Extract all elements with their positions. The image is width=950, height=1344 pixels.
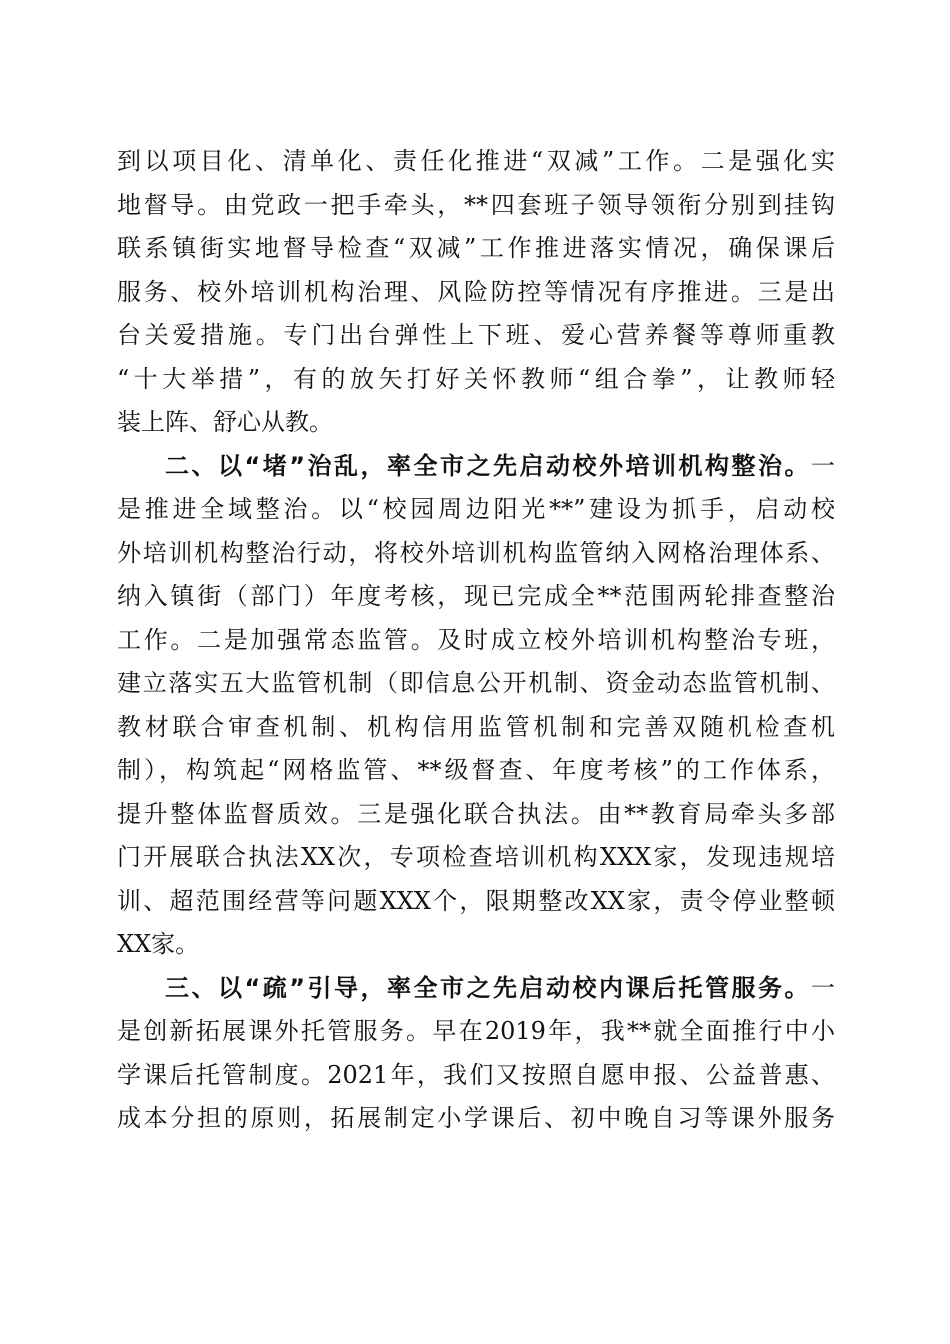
text-line: 外培训机构整治行动，将校外培训机构监管纳入网格治理体系、	[117, 538, 835, 567]
text-fragment: 一	[811, 451, 835, 480]
text-line: 地督导。由党政一把手牵头，**四套班子领导领衔分别到挂钩	[117, 190, 835, 219]
text-line: 提升整体监督质效。三是强化联合执法。由**教育局牵头多部	[117, 799, 835, 828]
text-line: 训、超范围经营等问题XXX个，限期整改XX家，责令停业整顿	[117, 886, 835, 915]
text-line: 装上阵、舒心从教。	[117, 408, 333, 436]
text-line: 台关爱措施。专门出台弹性上下班、爱心营养餐等尊师重教	[117, 321, 835, 349]
text-line: XX家。	[117, 930, 200, 958]
document-body	[117, 140, 835, 1141]
text-line: 学课后托管制度。2021年，我们又按照自愿申报、公益普惠、	[117, 1060, 835, 1089]
section-heading-line	[117, 967, 835, 1011]
text-line: 建立落实五大监管机制（即信息公开机制、资金动态监管机制、	[117, 669, 835, 697]
text-line: 教材联合审查机制、机构信用监管机制和完善双随机检查机	[117, 712, 835, 741]
text-line: 制），构筑起“网格监管、**级督查、年度考核”的工作体系，	[117, 756, 835, 784]
text-line: 联系镇街实地督导检查“双减”工作推进落实情况，确保课后	[117, 234, 835, 262]
section-heading-line	[117, 445, 835, 489]
text-line: “十大举措”，有的放矢打好关怀教师“组合拳”，让教师轻	[117, 364, 835, 393]
text-line: 到以项目化、清单化、责任化推进“双减”工作。二是强化实	[117, 147, 835, 175]
paragraph-1	[117, 140, 835, 445]
text-line: 服务、校外培训机构治理、风险防控等情况有序推进。三是出	[117, 277, 835, 306]
text-line: 纳入镇街（部门）年度考核，现已完成全**范围两轮排查整治	[117, 582, 835, 610]
text-line: 成本分担的原则，拓展制定小学课后、初中晚自习等课外服务	[117, 1104, 835, 1132]
text-fragment: 一	[811, 973, 835, 1002]
text-line: 工作。二是加强常态监管。及时成立校外培训机构整治专班，	[117, 625, 835, 654]
section-3-heading: 三、以“疏”引导，率全市之先启动校内课后托管服务。	[165, 973, 811, 1002]
section-3	[117, 967, 835, 1141]
section-2-heading: 二、以“堵”治乱，率全市之先启动校外培训机构整治。	[165, 451, 811, 480]
section-2	[117, 445, 835, 967]
text-line: 门开展联合执法XX次，专项检查培训机构XXX家，发现违规培	[117, 843, 835, 871]
text-line: 是推进全域整治。以“校园周边阳光**”建设为抓手，启动校	[117, 495, 835, 523]
text-line: 是创新拓展课外托管服务。早在2019年，我**就全面推行中小	[117, 1017, 835, 1045]
